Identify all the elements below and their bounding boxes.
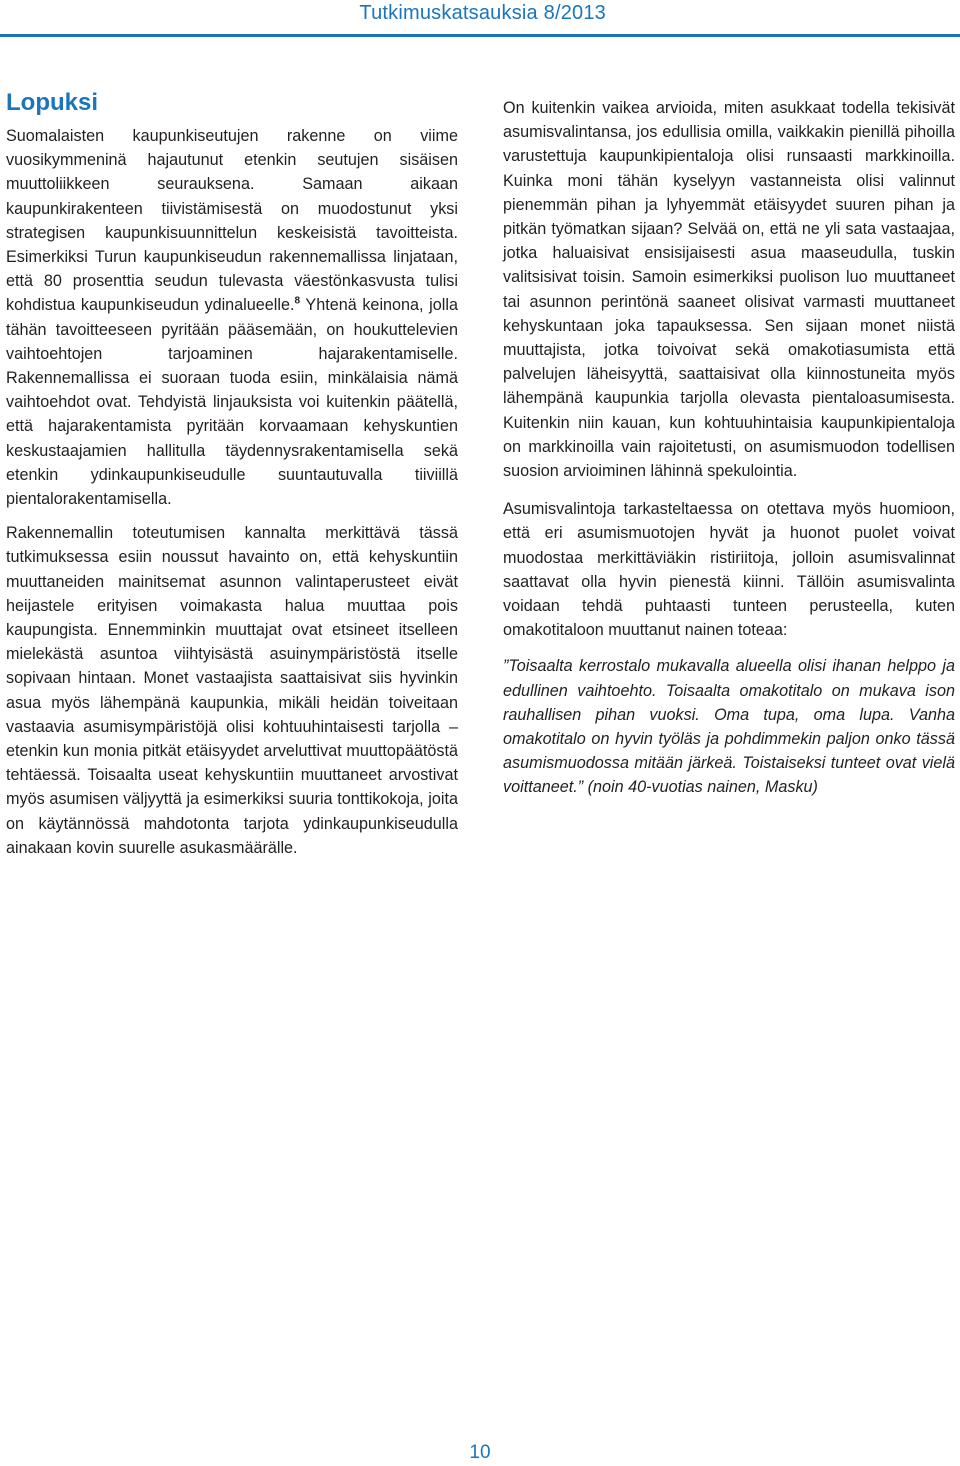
paragraph-evaluation: On kuitenkin vaikea arvioida, miten asukkaat todella tekisivät asumisvalintansa, jos edullisia omilla, vaikkakin pienillä pihoilla varustettuja kaupunkipientaloja olisi runsaasti markkinoilla. Kuinka moni tähän kyselyyn vastanneista olisi valinnut pienemmän pihan ja lyhyemmät etäisyydet suuren pihan ja pitkän työmatkan sijaan? Selvää on, että ne yli sata vastaajaa, jotka haluaisivat ensisijaisesti asua maaseudulla, tuskin valitsisivat toisin. Samoin esimerkiksi puolison luo muuttaneet tai asunnon perintönä saaneet olisivat varmasti muuttaneet kehyskuntaan joka tapauksessa. Sen sijaan monet niistä muuttajista, jotka toivoivat sekä omakotiasumista että palvelujen läheisyyttä, saattaisivat olla kiinnostuneita myös lähempänä kaupunkia tarjolla olevasta pientaloasumisesta. Kuitenkin niin kauan, kun kohtuuhintaisia kaupunkipientaloja on markkinoilla vain rajoitetusti, on asumismuodon todellisen suosion arvioiminen lähinnä spekulointia. [503,99,955,481]
right-column [503,96,955,800]
paragraph-intro-part-a: Suomalaisten kaupunkiseutujen rakenne on viime vuosikymmeninä hajautunut etenkin seutujen sisäisen muuttoliikkeen seurauksena. Samaan aikaan kaupunkirakenteen tiivistämisestä on muodostunut yksi strategisen kaupunkisuunnittelun keskeisistä tavoitteista. Esimerkiksi Turun kaupunkiseudun rakennemallissa linjataan, että 80 prosenttia seudun tulevasta väestönkasvusta tulisi kohdistua kaupunkiseudun ydinalueelle. [6,127,458,315]
page-number: 10 [469,1442,491,1463]
header-rule [0,34,960,37]
publication-title: Tutkimuskatsauksia 8/2013 [359,2,606,24]
paragraph-housing-choices: Asumisvalintoja tarkasteltaessa on otettava myös huomioon, että eri asumismuotojen hyvät ja huonot puolet voivat muodostaa merkittäviäkin ristiriitoja, jolloin asumisvalinnat saattavat olla hyvin pienestä kiinni. Tällöin asumisvalinta voidaan tehdä puhtaasti tunteen perusteella, kuten omakotitaloon muuttanut nainen toteaa: [503,500,955,640]
footnote-marker: 8 [294,296,301,308]
section-heading: Lopuksi [6,89,99,116]
paragraph-intro-part-b: Yhtenä keinona, jolla tähän tavoitteeseen pyritään pääsemään, on houkuttelevien vaihtoehtojen tarjoaminen hajarakentamiselle. Rakennemallissa ei suoraan tuoda esiin, minkälaisia nämä vaihtoehdot ovat. Tehdyistä linjauksista voi kuitenkin päätellä, että hajarakentamista pyritään korvaamaan kehyskuntien keskustaajamien hallitulla täydennysrakentamisella sekä etenkin ydinkaupunkiseudulle suuntautuvalla tiiviillä pientalorakentamisella. [6,296,458,509]
paragraph-structure-model: Rakennemallin toteutumisen kannalta merkittävä tässä tutkimuksessa esiin noussut havainto on, että kehyskuntiin muuttaneiden mainitsemat asunnon valintaperusteet eivät heijastele erityisen voimakasta halua muuttaa pois kaupungista. Ennemminkin muuttajat ovat etsineet itselleen mielekästä asuntoa viihtyisästä asuinympäristöstä itselle sopivaan hintaan. Monet vastaajista saattaisivat siis hyvinkin asua myös lähempänä kaupunkia, mikäli heidän toiveitaan vastaavia asumisympäristöjä olisi kohtuuhintaisesti tarjolla – etenkin kun monia pitkät etäisyydet arveluttivat muuttopäätöstä tehtäessä. Toisaalta useat kehyskuntiin muuttaneet arvostivat myös asumisen väljyyttä ja esimerkiksi suuria tonttikokoja, joita on käytännössä mahdotonta tarjota ydinkaupunkiseudulla ainakaan kovin suurelle asukasmäärälle. [6,524,458,857]
respondent-quote: ”Toisaalta kerrostalo mukavalla alueella olisi ihanan helppo ja edullinen vaihtoehto. Toisaalta omakotitalo on mukava ison rauhallisen pihan vuoksi. Oma tupa, oma lupa. Vanha omakotitalo on hyvin työläs ja pohdimmekin paljon onko tässä asumismuodossa mitään järkeä. Toistaiseksi tunteet ovat vielä voittaneet.” (noin 40-vuotias nainen, Masku) [503,657,955,797]
left-column [6,88,458,870]
paragraph-intro [6,124,458,511]
